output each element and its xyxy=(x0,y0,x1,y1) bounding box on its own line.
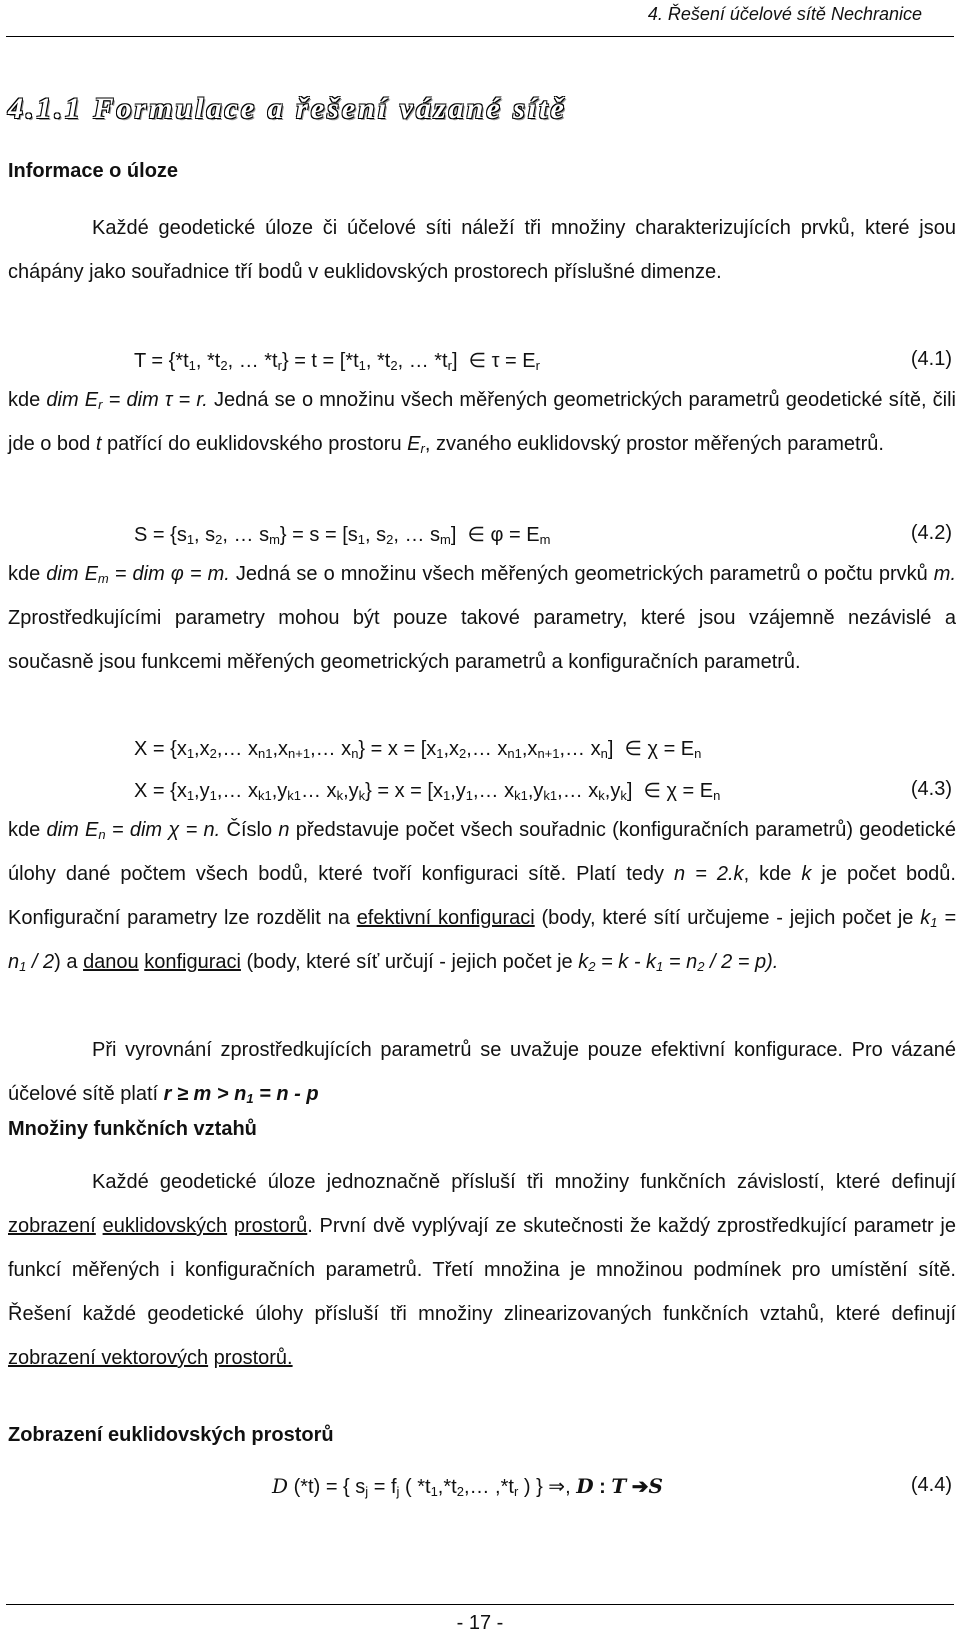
paragraph-measured-params: kde dim $E_r$ = dim τ = r. Jedná se o množinu všech měřených geometrických parametrů geodetické sítě, čili jde o bod t patřící do euklidovského prostoru $E_r$, zvaného euklidovský prostor měřených parametrů. xyxy=(8,389,956,456)
paragraph-adjustment: Při vyrovnání zprostředkujících parametrů se uvažuje pouze efektivní konfigurace. Pro vázané účelové sítě platí $r \ge m > n_1 = n - p$ xyxy=(8,1039,956,1106)
header-divider xyxy=(6,36,954,37)
equation-number-4-3: (4.3) xyxy=(910,778,952,800)
running-header: 4. Řešení účelové sítě Nechranice xyxy=(647,4,922,24)
subheading-function-sets: Množiny funkčních vztahů xyxy=(8,1118,257,1140)
equation-4-4: D (*t) = { $s_j = f_j$ ( $*t_1,*t_2,\dots$ $,*t_r$ ) } ⇒, D : T ➔S xyxy=(272,1474,663,1499)
subheading-mapping: Zobrazení euklidovských prostorů xyxy=(8,1424,334,1446)
paragraph-function-sets: Každé geodetické úloze jednoznačně přísluší tři množiny funkčních závislostí, které definují zobrazení euklidovských prostorů. První dvě vyplývají ze skutečnosti že každý zprostředkující parametr je funkcí měřených i konfiguračních parametrů. Třetí množina je množinou podmínek pro umístění sítě. Řešení každé geodetické úlohy přísluší tři množiny zlinearizovaných funkčních vztahů, které definují zobrazení vektorových prostorů. xyxy=(8,1171,956,1369)
page-number: - 17 - xyxy=(456,1612,504,1634)
paragraph-configuration: kde dim $E_n$ = dim χ = n. Číslo n představuje počet všech souřadnic (konfiguračních parametrů) geodetické úlohy dané počtem všech bodů, které tvoří konfiguraci sítě. Platí tedy n = 2.k, kde k je počet bodů. Konfigurační parametry lze rozdělit na efektivní konfiguraci (body, které sítí určujeme - jejich počet je $k_1 = n_1 / 2$) a danou konfiguraci (body, které síť určují - jejich počet je $k_2 = k - k_1 = n_2 / 2 = p$). xyxy=(8,819,957,974)
equation-4-2: $S = \{s_1$, $s_2$, … $s_m\} = s = [s_1$, $s_2$, … $s_m$] ∈ $\varphi = E_m$ xyxy=(134,524,551,547)
equation-number-4-4: (4.4) xyxy=(910,1474,952,1496)
paragraph-mediating-params: kde dim $E_m$ = dim φ = m. Jedná se o množinu všech měřených geometrických parametrů o počtu prvků m. Zprostředkujícími parametry mohou být pouze takové parametry, které jsou vzájemně nezávislé a současně jsou funkcemi měřených geometrických parametrů a konfiguračních parametrů. xyxy=(8,563,956,673)
equation-number-4-2: (4.2) xyxy=(910,522,952,544)
footer-divider xyxy=(6,1604,954,1605)
equation-4-3a: $X = \{x_1,x_2,\dots$ $x_{n1},x_{n+1},\dots$ $x_n\} = x$ = [$x_1,x_2,\dots$ $x_{n1},x_{n+1},\dots$ $x_n$] ∈ $\chi = E_n$ xyxy=(134,738,702,761)
subheading-info: Informace o úloze xyxy=(8,160,179,182)
equation-4-3b: $X = \{x_1,y_1,\dots$ $x_{k1},y_{k1}\dots$ $x_k,y_k\} = x$ = [$x_1,y_1,\dots$ $x_{k1},y_{k1},\dots$ $x_k,y_k$] ∈ $\chi = E_n$ xyxy=(134,780,721,803)
section-title: 4.1.1 Formulace a řešení vázané sítě xyxy=(8,92,567,125)
paragraph-intro: Každé geodetické úloze či účelové síti náleží tři množiny charakterizujících prvků, které jsou chápány jako souřadnice tří bodů v euklidovských prostorech příslušné dimenze. xyxy=(8,217,956,283)
equation-4-1: $T = \{*t_1$, $*t_2$, … $*t_r\} = t = [*t_1$, $*t_2$, … $*t_r$] ∈ $\tau = E_r$ xyxy=(134,350,540,373)
equation-number-4-1: (4.1) xyxy=(910,348,952,370)
